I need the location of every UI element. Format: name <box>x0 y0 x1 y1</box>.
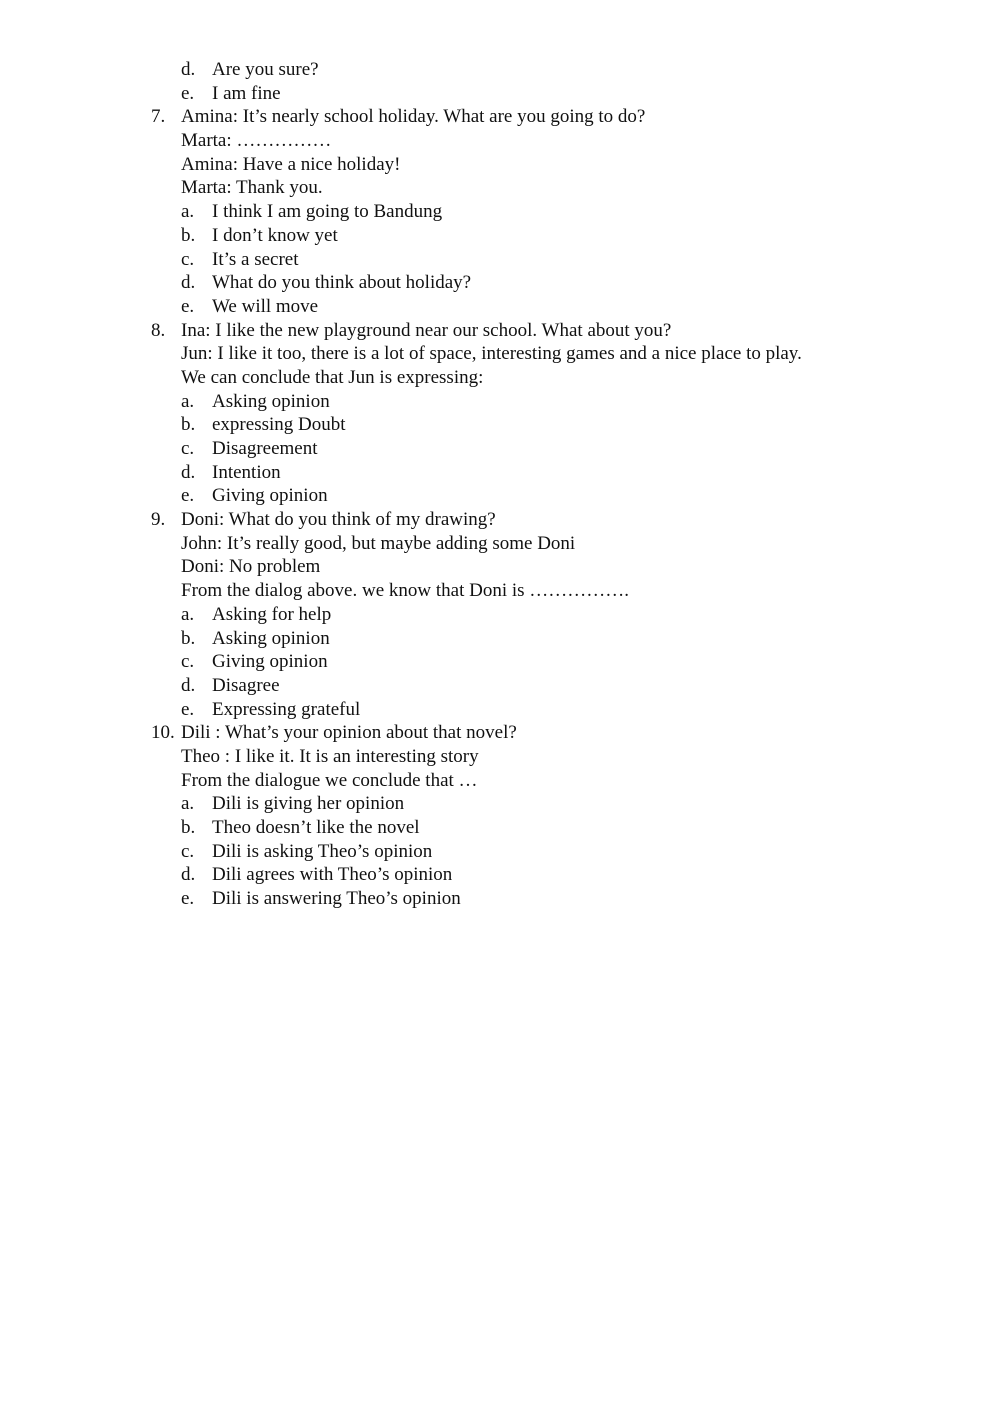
question-number: 10. <box>151 722 175 744</box>
option-a <box>0 792 1000 816</box>
option-letter: b. <box>181 817 196 838</box>
option-e <box>0 82 1000 106</box>
question-8-line-2 <box>0 342 1000 366</box>
option-text: Disagree <box>212 674 280 696</box>
option-e <box>0 295 1000 319</box>
question-stem: Theo : I like it. It is an interesting story <box>181 745 479 767</box>
question-stem: Jun: I like it too, there is a lot of space, interesting games and a nice place to play. <box>181 343 802 365</box>
question-number: 7. <box>151 106 166 128</box>
option-letter: a. <box>181 390 195 412</box>
option-letter: e. <box>181 485 195 507</box>
option-text: Asking opinion <box>212 390 330 412</box>
option-text: I am fine <box>212 82 281 104</box>
question-7-line-4 <box>0 176 1000 200</box>
option-text: Asking for help <box>212 603 332 625</box>
option-letter: e. <box>181 888 195 910</box>
option-letter: b. <box>181 627 196 649</box>
question-stem: Doni: No problem <box>181 556 321 578</box>
question-number: 9. <box>151 509 166 531</box>
question-9-line-2 <box>0 532 1000 556</box>
option-letter: d. <box>181 864 196 886</box>
question-9-line-4 <box>0 579 1000 603</box>
option-letter: e. <box>181 295 195 317</box>
option-letter: b. <box>181 224 196 246</box>
option-d <box>0 271 1000 295</box>
option-e <box>0 887 1000 911</box>
option-letter: c. <box>181 438 195 459</box>
option-text: Dili is giving her opinion <box>212 793 405 815</box>
option-letter: c. <box>181 651 195 673</box>
option-text: Are you sure? <box>212 59 319 80</box>
option-c <box>0 650 1000 674</box>
question-stem: Marta: Thank you. <box>181 177 323 199</box>
option-d <box>0 863 1000 887</box>
option-text: Giving opinion <box>212 485 328 507</box>
option-b <box>0 816 1000 840</box>
option-text: What do you think about holiday? <box>212 272 472 294</box>
question-9-line-1 <box>0 508 1000 532</box>
option-letter: d. <box>181 461 196 483</box>
option-b <box>0 627 1000 651</box>
option-d <box>0 674 1000 698</box>
option-letter: a. <box>181 793 195 815</box>
option-c <box>0 840 1000 864</box>
option-a <box>0 200 1000 224</box>
question-stem: We can conclude that Jun is expressing: <box>181 366 484 388</box>
option-c <box>0 248 1000 272</box>
worksheet-page <box>0 58 1000 911</box>
option-e <box>0 484 1000 508</box>
option-b <box>0 413 1000 437</box>
option-d <box>0 58 1000 82</box>
question-9-line-3 <box>0 555 1000 579</box>
option-a <box>0 603 1000 627</box>
option-text: Asking opinion <box>212 627 330 649</box>
question-10-line-3 <box>0 769 1000 793</box>
option-letter: e. <box>181 82 195 104</box>
question-stem: Marta: …………… <box>181 130 332 152</box>
option-text: expressing Doubt <box>212 414 346 436</box>
option-letter: d. <box>181 59 196 80</box>
option-text: Theo doesn’t like the novel <box>212 817 420 838</box>
option-text: Dili is asking Theo’s opinion <box>212 840 433 862</box>
option-text: Expressing grateful <box>212 698 361 720</box>
question-stem: Dili : What’s your opinion about that novel? <box>181 722 517 744</box>
question-8-line-1 <box>0 319 1000 343</box>
option-letter: b. <box>181 414 196 436</box>
option-text: I think I am going to Bandung <box>212 201 443 223</box>
option-letter: d. <box>181 272 196 294</box>
option-letter: e. <box>181 698 195 720</box>
question-stem: Amina: Have a nice holiday! <box>181 153 401 175</box>
option-text: Disagreement <box>212 438 318 459</box>
option-text: Dili agrees with Theo’s opinion <box>212 864 453 886</box>
option-text: I don’t know yet <box>212 224 338 246</box>
option-text: Giving opinion <box>212 651 328 673</box>
question-stem: Doni: What do you think of my drawing? <box>181 509 496 531</box>
option-b <box>0 224 1000 248</box>
option-text: Intention <box>212 461 281 483</box>
option-letter: c. <box>181 840 195 862</box>
option-text: We will move <box>212 295 319 317</box>
option-letter: c. <box>181 248 195 270</box>
question-number: 8. <box>151 319 166 341</box>
question-stem: From the dialog above. we know that Doni is ……………. <box>181 580 630 602</box>
option-e <box>0 698 1000 722</box>
option-text: Dili is answering Theo’s opinion <box>212 888 461 910</box>
question-10-line-2 <box>0 745 1000 769</box>
question-stem: John: It’s really good, but maybe adding some Doni <box>181 532 576 554</box>
option-letter: a. <box>181 603 195 625</box>
question-stem: Amina: It’s nearly school holiday. What are you going to do? <box>181 106 646 128</box>
question-7-line-2 <box>0 129 1000 153</box>
question-7-line-1 <box>0 105 1000 129</box>
option-letter: d. <box>181 674 196 696</box>
option-letter: a. <box>181 201 195 223</box>
option-d <box>0 461 1000 485</box>
question-8-line-3 <box>0 366 1000 390</box>
question-10-line-1 <box>0 721 1000 745</box>
option-c <box>0 437 1000 461</box>
question-stem: Ina: I like the new playground near our school. What about you? <box>181 319 672 341</box>
option-text: It’s a secret <box>212 248 299 270</box>
option-a <box>0 390 1000 414</box>
question-7-line-3 <box>0 153 1000 177</box>
question-stem: From the dialogue we conclude that … <box>181 769 478 791</box>
